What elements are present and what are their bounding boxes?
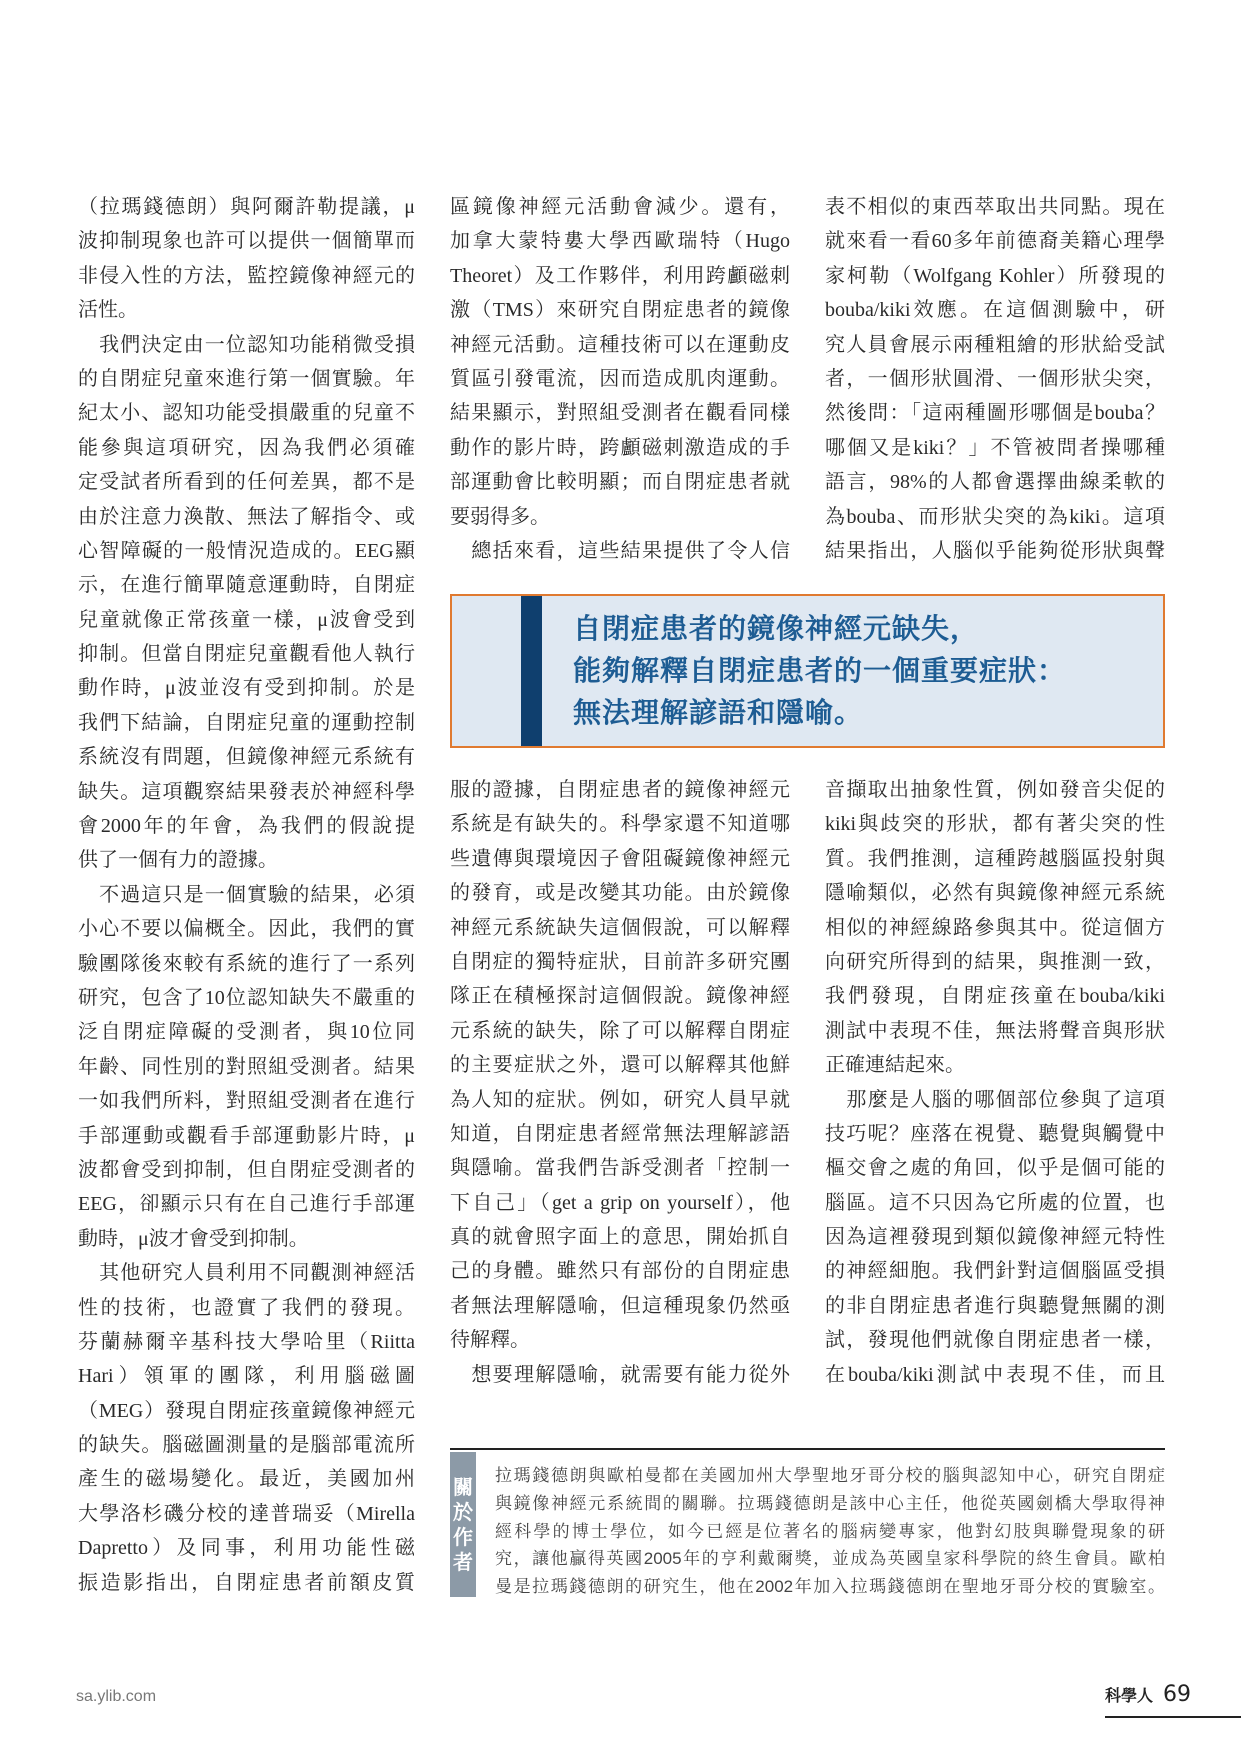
text-line: 正確連結起來。 <box>825 1054 965 1077</box>
article-column-2-bottom <box>450 773 790 1392</box>
pull-quote-line: 能夠解釋自閉症患者的一個重要症狀： <box>573 654 1067 687</box>
text-line: 測試中表現不佳，無法將聲音與形狀 <box>825 1019 1165 1042</box>
article-column-3-bottom <box>825 773 1165 1392</box>
text-line: 動作時，μ波並沒有受到抑制。於是 <box>78 677 415 700</box>
text-line: 元系統的缺失，除了可以解釋自閉症 <box>450 1019 790 1042</box>
text-line: 動時，μ波才會受到抑制。 <box>78 1227 309 1250</box>
text-line: 腦區。這不只因為它所處的位置，也 <box>825 1191 1165 1214</box>
text-line: 兒童就像正常孩童一樣，μ波會受到 <box>78 608 415 631</box>
about-author-line: 拉瑪錢德朗與歐柏曼都在美國加州大學聖地牙哥分校的腦與認知中心，研究自閉症 <box>495 1466 1165 1485</box>
magazine-name: 科學人 <box>1105 1686 1154 1705</box>
about-author-line: 究，讓他贏得英國2005年的亨利戴爾獎，並成為英國皇家科學院的終生會員。歐柏 <box>495 1549 1165 1569</box>
text-line: Dapretto）及同事，利用功能性磁 <box>78 1537 415 1560</box>
text-line: 動作的影片時，跨顱磁刺激造成的手 <box>450 436 790 459</box>
text-line: 結果指出，人腦似乎能夠從形狀與聲 <box>825 539 1165 562</box>
text-line: 那麼是人腦的哪個部位參與了這項 <box>825 1088 1165 1111</box>
text-line: 區鏡像神經元活動會減少。還有， <box>450 196 790 218</box>
text-line: 為人知的症狀。例如，研究人員早就 <box>450 1088 790 1111</box>
article-column-3-top <box>825 190 1165 568</box>
text-line: 部運動會比較明顯；而自閉症患者就 <box>450 471 790 494</box>
text-line: 波都會受到抑制，但自閉症受測者的 <box>78 1158 415 1181</box>
text-line: 者無法理解隱喻，但這種現象仍然亟 <box>450 1294 790 1317</box>
about-author-text <box>495 1462 1165 1601</box>
text-line: 技巧呢？座落在視覺、聽覺與觸覺中 <box>825 1122 1165 1145</box>
text-line: 會2000年的年會，為我們的假說提 <box>78 815 415 838</box>
about-label-char: 者 <box>453 1549 473 1574</box>
footer-website-url: sa.ylib.com <box>76 1688 157 1705</box>
pull-quote-accent-bar <box>521 596 542 746</box>
text-line: 的非自閉症患者進行與聽覺無關的測 <box>825 1294 1165 1317</box>
text-line: 想要理解隱喻，就需要有能力從外 <box>450 1363 790 1386</box>
text-line: 試，發現他們就像自閉症患者一樣， <box>825 1329 1165 1352</box>
text-line: 結果顯示，對照組受測者在觀看同樣 <box>450 402 790 425</box>
text-line: 表不相似的東西萃取出共同點。現在 <box>825 196 1165 218</box>
text-line: Theoret）及工作夥伴，利用跨顱磁刺 <box>450 264 790 287</box>
text-line: 泛自閉症障礙的受測者，與10位同 <box>78 1021 415 1044</box>
text-line: 心智障礙的一般情況造成的。EEG顯 <box>78 539 415 562</box>
about-label-char: 關 <box>453 1474 473 1499</box>
text-line: 為bouba、而形狀尖突的為kiki。這項 <box>825 505 1165 528</box>
text-line: 芬蘭赫爾辛基科技大學哈里（Riitta <box>78 1330 415 1353</box>
article-column-1 <box>78 190 415 1600</box>
about-author-line: 曼是拉瑪錢德朗的研究生，他在2002年加入拉瑪錢德朗在聖地牙哥分校的實驗室。 <box>495 1577 1165 1597</box>
text-line: 手部運動或觀看手部運動影片時，μ <box>78 1124 415 1147</box>
text-line: 我們決定由一位認知功能稍微受損 <box>78 333 415 356</box>
text-line: 活性。 <box>78 299 138 322</box>
text-line: 不過這只是一個實驗的結果，必須 <box>78 883 415 906</box>
text-line: 相似的神經線路參與其中。從這個方 <box>825 916 1165 939</box>
text-line: 因為這裡發現到類似鏡像神經元特性 <box>825 1226 1165 1249</box>
text-line: 待解釋。 <box>450 1329 530 1352</box>
text-line: 隊正在積極探討這個假說。鏡像神經 <box>450 985 790 1008</box>
text-line: 我們下結論，自閉症兒童的運動控制 <box>78 711 415 734</box>
text-line: 波抑制現象也許可以提供一個簡單而 <box>78 230 415 253</box>
text-line: 紀太小、認知功能受損嚴重的兒童不 <box>78 402 415 425</box>
text-line: 樞交會之處的角回，似乎是個可能的 <box>825 1157 1165 1180</box>
pull-quote-line: 自閉症患者的鏡像神經元缺失， <box>573 612 980 645</box>
text-line: 隱喻類似，必然有與鏡像神經元系統 <box>825 882 1165 905</box>
text-line: 供了一個有力的證據。 <box>78 849 278 872</box>
text-line: 的主要症狀之外，還可以解釋其他鮮 <box>450 1054 790 1077</box>
about-label-char: 作 <box>453 1524 473 1549</box>
text-line: 的缺失。腦磁圖測量的是腦部電流所 <box>78 1434 415 1457</box>
text-line: 向研究所得到的結果，與推測一致， <box>825 950 1165 973</box>
text-line: 非侵入性的方法，監控鏡像神經元的 <box>78 264 415 287</box>
text-line: 神經元系統缺失這個假說，可以解釋 <box>450 916 790 939</box>
text-line: 要弱得多。 <box>450 505 550 528</box>
text-line: （MEG）發現自閉症孩童鏡像神經元 <box>78 1399 415 1422</box>
text-line: 總括來看，這些結果提供了令人信 <box>450 539 790 562</box>
text-line: 小心不要以偏概全。因此，我們的實 <box>78 918 415 941</box>
text-line: bouba/kiki效應。在這個測驗中，研 <box>825 299 1165 322</box>
text-line: 語言，98%的人都會選擇曲線柔軟的 <box>825 471 1165 494</box>
text-line: 者，一個形狀圓滑、一個形狀尖突， <box>825 367 1165 390</box>
about-author-line: 與鏡像神經元系統間的關聯。拉瑪錢德朗是該中心主任，他從英國劍橋大學取得神 <box>495 1493 1165 1513</box>
text-line: 究人員會展示兩種粗繪的形狀給受試 <box>825 333 1165 356</box>
about-author-label <box>450 1452 476 1597</box>
text-line: 抑制。但當自閉症兒童觀看他人執行 <box>78 643 415 666</box>
text-line: 自閉症的獨特症狀，目前許多研究團 <box>450 950 790 973</box>
text-line: 定受試者所看到的任何差異，都不是 <box>78 471 415 494</box>
text-line: 在bouba/kiki測試中表現不佳，而且 <box>825 1363 1165 1386</box>
text-line: 真的就會照字面上的意思，開始抓自 <box>450 1226 790 1249</box>
text-line: 質。我們推測，這種跨越腦區投射與 <box>825 847 1165 870</box>
pull-quote-line: 無法理解諺語和隱喻。 <box>573 696 864 729</box>
text-line: 質區引發電流，因而造成肌肉運動。 <box>450 367 790 390</box>
text-line: 神經元活動。這種技術可以在運動皮 <box>450 333 790 356</box>
page-number: 69 <box>1163 1682 1192 1707</box>
text-line: 的自閉症兒童來進行第一個實驗。年 <box>78 367 415 390</box>
text-line: 其他研究人員利用不同觀測神經活 <box>78 1262 415 1285</box>
text-line: 激（TMS）來研究自閉症患者的鏡像 <box>450 299 790 322</box>
text-line: 些遺傳與環境因子會阻礙鏡像神經元 <box>450 847 790 870</box>
text-line: 產生的磁場變化。最近，美國加州 <box>78 1468 415 1491</box>
text-line: 性的技術，也證實了我們的發現。 <box>78 1296 415 1319</box>
text-line: 大學洛杉磯分校的達普瑞妥（Mirella <box>78 1502 415 1525</box>
text-line: 系統是有缺失的。科學家還不知道哪 <box>450 813 790 836</box>
text-line: 振造影指出，自閉症患者前額皮質 <box>78 1571 415 1594</box>
text-line: 然後問：「這兩種圖形哪個是bouba？ <box>825 402 1165 425</box>
text-line: 音擷取出抽象性質，例如發音尖促的 <box>825 779 1165 801</box>
text-line: Hari）領軍的團隊，利用腦磁圖 <box>78 1365 415 1388</box>
text-line: 示，在進行簡單隨意運動時，自閉症 <box>78 574 415 597</box>
text-line: 能參與這項研究，因為我們必須確 <box>78 436 415 459</box>
text-line: 年齡、同性別的對照組受測者。結果 <box>78 1055 415 1078</box>
text-line: 系統沒有問題，但鏡像神經元系統有 <box>78 746 415 769</box>
text-line: 的神經細胞。我們針對這個腦區受損 <box>825 1260 1165 1283</box>
text-line: 驗團隊後來較有系統的進行了一系列 <box>78 952 415 975</box>
text-line: 就來看一看60多年前德裔美籍心理學 <box>825 230 1165 253</box>
about-label-char: 於 <box>453 1499 473 1524</box>
text-line: （拉瑪錢德朗）與阿爾許勒提議，μ <box>78 196 415 218</box>
text-line: 與隱喻。當我們告訴受測者「控制一 <box>450 1157 790 1180</box>
text-line: 一如我們所料，對照組受測者在進行 <box>78 1090 415 1113</box>
footer-page-marker <box>1105 1682 1241 1718</box>
about-author-line: 經科學的博士學位，如今已經是位著名的腦病變專家，他對幻肢與聯覺現象的研 <box>495 1521 1165 1541</box>
text-line: kiki與歧突的形狀，都有著尖突的性 <box>825 813 1165 836</box>
text-line: 下自己」（get a grip on yourself），他 <box>450 1191 790 1214</box>
text-line: 我們發現，自閉症孩童在bouba/kiki <box>825 985 1165 1008</box>
article-column-2-top <box>450 190 790 568</box>
pull-quote-text <box>573 608 1066 734</box>
about-author-divider <box>450 1448 1165 1450</box>
text-line: 缺失。這項觀察結果發表於神經科學 <box>78 780 415 803</box>
text-line: 家柯勒（Wolfgang Kohler）所發現的 <box>825 264 1165 287</box>
text-line: 的發育，或是改變其功能。由於鏡像 <box>450 882 790 905</box>
text-line: 己的身體。雖然只有部份的自閉症患 <box>450 1260 790 1283</box>
text-line: EEG，卻顯示只有在自己進行手部運 <box>78 1193 415 1216</box>
text-line: 服的證據，自閉症患者的鏡像神經元 <box>450 779 790 801</box>
text-line: 知道，自閉症患者經常無法理解諺語 <box>450 1122 790 1145</box>
text-line: 研究，包含了10位認知缺失不嚴重的 <box>78 986 415 1009</box>
text-line: 加拿大蒙特婁大學西歐瑞特（Hugo <box>450 230 790 253</box>
text-line: 由於注意力渙散、無法了解指令、或 <box>78 505 415 528</box>
pull-quote-box <box>450 594 1165 748</box>
text-line: 哪個又是kiki？」不管被問者操哪種 <box>825 436 1165 459</box>
